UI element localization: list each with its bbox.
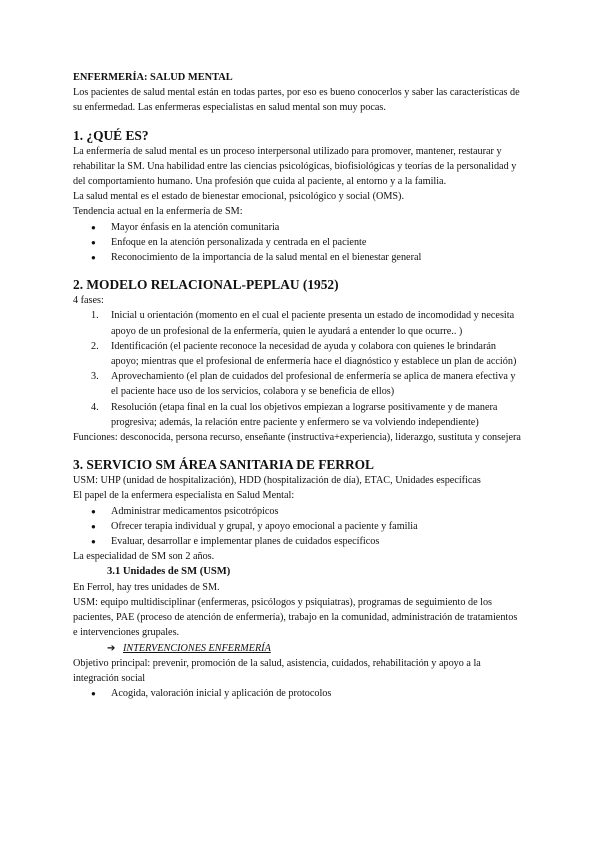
intro-paragraph: Los pacientes de salud mental están en todas partes, por eso es bueno conocerlos y saber las características de su enfermedad. Las enfermeras especialistas en salud mental son muy pocas. bbox=[73, 87, 520, 114]
section-2-lead: 4 fases: bbox=[73, 295, 104, 307]
main-objective: Objetivo principal: prevenir, promoción de la salud, asistencia, cuidados, rehabilitación y apoyo a la integración social bbox=[73, 657, 481, 684]
list-item: ● Ofrecer terapia individual y grupal, y apoyo emocional a paciente y familia bbox=[91, 519, 523, 534]
list-item: ● Mayor énfasis en la atención comunitaria bbox=[91, 220, 523, 235]
list-number: 3. bbox=[91, 371, 99, 383]
section-3-bullet-list bbox=[73, 504, 523, 550]
list-item bbox=[91, 400, 523, 430]
section-2-heading: 2. MODELO RELACIONAL-PEPLAU (1952) bbox=[73, 277, 339, 293]
subsection-3-1-heading: 3.1 Unidades de SM (USM) bbox=[107, 566, 231, 578]
document-page bbox=[73, 70, 523, 701]
arrow-icon: ➔ bbox=[107, 642, 116, 654]
section-3-heading: 3. SERVICIO SM ÁREA SANITARIA DE FERROL bbox=[73, 457, 374, 473]
list-item bbox=[91, 308, 523, 338]
subsection-usm-team: USM: equipo multidisciplinar (enfermeras, psicólogos y psiquiatras), programas de seguimiento de los pacientes, PAE (proceso de atención de enfermería), trabajo en la comunidad, administración de tratamientos e intervenciones grupales. bbox=[73, 596, 518, 639]
phase-text: Inicial u orientación (momento en el cual el paciente presenta un estado de incomodidad y necesita apoyo de un profesional de la enfermería, quien le ayudará a entender lo que ocurre.. ) bbox=[111, 310, 515, 337]
list-number: 4. bbox=[91, 401, 99, 413]
section-1-bullet-list bbox=[73, 220, 523, 266]
section-1-oms: La salud mental es el estado de bienestar emocional, psicológico y social (OMS). bbox=[73, 191, 404, 203]
list-item: ● Administrar medicamentos psicotrópicos bbox=[91, 504, 523, 519]
list-item: ● Evaluar, desarrollar e implementar planes de cuidados específicos bbox=[91, 534, 523, 549]
list-number: 1. bbox=[91, 310, 99, 322]
document-title: ENFERMERÍA: SALUD MENTAL bbox=[73, 72, 233, 83]
list-item: ● Reconocimiento de la importancia de la salud mental en el bienestar general bbox=[91, 250, 523, 265]
section-2-functions: Funciones: desconocida, persona recurso, enseñante (instructiva+experiencia), liderazgo, sustituta y consejera bbox=[73, 432, 521, 444]
phases-list bbox=[73, 308, 523, 430]
section-1-heading: 1. ¿QUÉ ES? bbox=[73, 127, 149, 143]
list-number: 2. bbox=[91, 340, 99, 352]
phase-text: Identificación (el paciente reconoce la necesidad de ayuda y colabora con quienes le brindarán apoyo; mientras que el profesional de enfermería hace el diagnóstico y establece un plan de acción) bbox=[111, 340, 517, 368]
interventions-title: INTERVENCIONES ENFERMERÍA bbox=[123, 642, 271, 654]
list-item bbox=[91, 339, 523, 369]
list-item bbox=[91, 369, 523, 399]
section-3-usm: USM: UHP (unidad de hospitalización), HDD (hospitalización de día), ETAC, Unidades específicas bbox=[73, 475, 481, 487]
section-3-role-lead: El papel de la enfermera especialista en Salud Mental: bbox=[73, 490, 295, 502]
list-item: ● Acogida, valoración inicial y aplicación de protocolos bbox=[91, 686, 523, 701]
interventions-bullet-list bbox=[73, 686, 523, 701]
subsection-ferrol: En Ferrol, hay tres unidades de SM. bbox=[73, 581, 220, 593]
section-3-specialty: La especialidad de SM son 2 años. bbox=[73, 551, 215, 563]
list-item: ● Enfoque en la atención personalizada y centrada en el paciente bbox=[91, 235, 523, 250]
interventions-heading bbox=[73, 641, 523, 656]
section-1-definition: La enfermería de salud mental es un proceso interpersonal utilizado para promover, mantener, restaurar y rehabilitar la SM. Una habilidad entre las ciencias psicológicas, biofisiológicas y teorías de la personalidad y del comportamiento humano. Una profesión que cuida al paciente, al entorno y a la familia. bbox=[73, 145, 517, 188]
phase-text: Aprovechamiento (el plan de cuidados del profesional de enfermería se aplica de manera efectiva y el paciente hace uso de los servicios, colabora y se beneficia de ellos) bbox=[111, 371, 516, 398]
phase-text: Resolución (etapa final en la cual los objetivos empiezan a lograrse positivamente y de manera progresiva; además, la relación entre paciente y enfermero se va volviendo independiente) bbox=[111, 401, 498, 428]
section-1-trend-lead: Tendencia actual en la enfermería de SM: bbox=[73, 206, 243, 218]
